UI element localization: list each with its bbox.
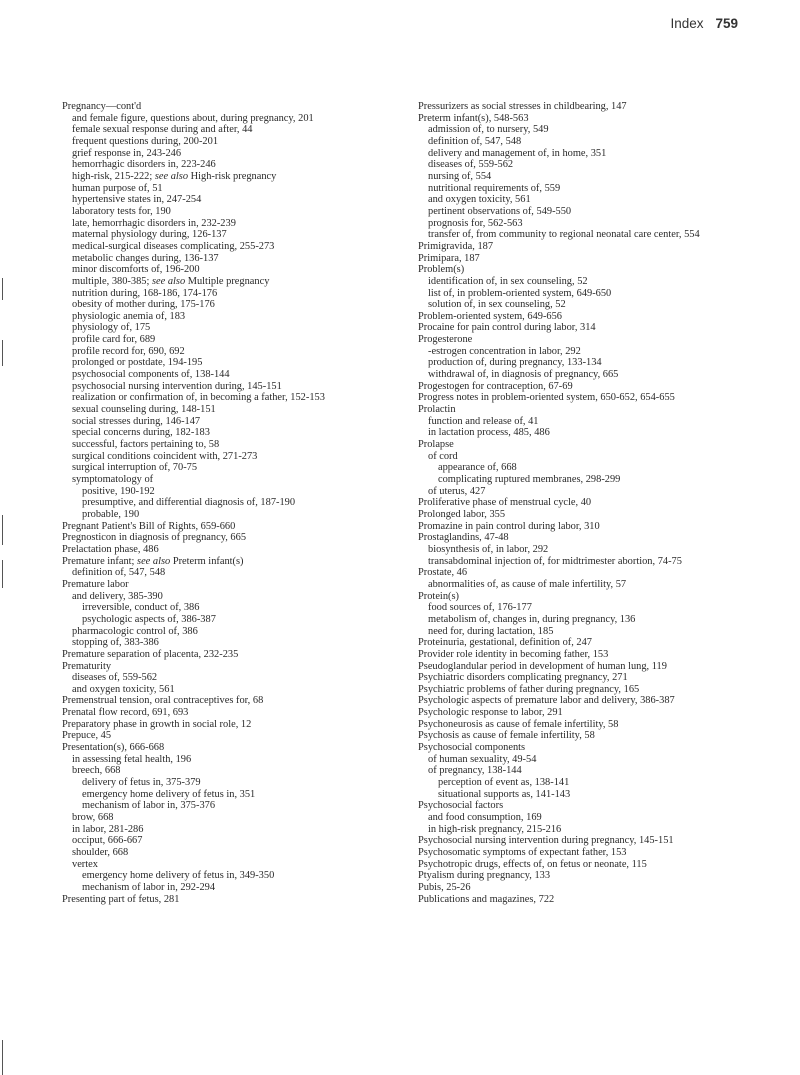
index-entry [62,800,402,812]
index-entry [418,113,788,125]
index-entry-text: Preterm infant(s), 548-563 [418,112,529,124]
index-entry [62,672,402,684]
index-entry-text: and oxygen toxicity, 561 [428,194,531,206]
index-entry [418,206,788,218]
index-entry [418,567,788,579]
page-header [670,16,738,31]
index-entry-text: Pseudoglandular period in development of human lung, 119 [418,660,667,672]
see-also-ref: see also [151,275,186,287]
index-entry-text: Pregnant Patient's Bill of Rights, 659-660 [62,520,236,532]
index-entry [62,276,402,288]
index-entry-text: pharmacologic control of, 386 [72,625,198,637]
index-entry-text: Primipara, 187 [418,252,480,264]
index-entry-text: diseases of, 559-562 [72,672,158,684]
index-entry [62,486,402,498]
index-entry [418,136,788,148]
index-entry [62,556,402,568]
index-entry [418,334,788,346]
index-entry [418,812,788,824]
index-entry [418,194,788,206]
index-entry-text: Psychiatric disorders complicating pregnancy, 271 [418,672,628,684]
index-entry-text: Procaine for pain control during labor, 314 [418,322,596,334]
index-entry-text: delivery of fetus in, 375-379 [82,777,201,789]
index-entry-text: metabolism of, changes in, during pregnancy, 136 [428,613,636,625]
index-entry [418,730,788,742]
index-entry [62,765,402,777]
index-entry [62,695,402,707]
index-entry-text: Progesterone [418,334,473,346]
index-entry [62,544,402,556]
index-entry [62,614,402,626]
index-entry [418,602,788,614]
index-entry-text: Psychosis as cause of female infertility, 58 [418,730,595,742]
index-entry-text: diseases of, 559-562 [428,159,514,171]
index-entry-text: Psychotropic drugs, effects of, on fetus or neonate, 115 [418,858,647,870]
index-entry [418,276,788,288]
index-entry [62,602,402,614]
index-entry [62,567,402,579]
index-entry [62,322,402,334]
index-entry [418,532,788,544]
index-entry-text: of uterus, 427 [428,485,486,497]
index-entry [62,462,402,474]
index-entry-text: Proteinuria, gestational, definition of, 247 [418,637,593,649]
index-entry-text: metabolic changes during, 136-137 [72,252,219,264]
index-entry-text: list of, in problem-oriented system, 649-650 [428,287,612,299]
index-entry-text: irreversible, conduct of, 386 [82,602,200,614]
index-entry-text: Prelactation phase, 486 [62,543,159,555]
index-entry-text: female sexual response during and after, 44 [72,124,253,136]
index-entry-text: high-risk, 215-222; [72,170,155,182]
index-column-right [418,101,788,905]
index-entry [62,241,402,253]
index-entry [62,532,402,544]
index-entry [62,521,402,533]
index-entry-text: emergency home delivery of fetus in, 351 [82,788,256,800]
index-entry [62,101,402,113]
index-entry-text: Pressurizers as social stresses in childbearing, 147 [418,101,627,112]
index-entry [62,124,402,136]
index-entry-text: Premature separation of placenta, 232-235 [62,648,239,660]
index-entry [418,742,788,754]
page-binding-edge [0,0,4,1075]
index-entry-text: probable, 190 [82,508,140,520]
index-entry-text: Preparatory phase in growth in social role, 12 [62,718,252,730]
index-entry [62,427,402,439]
index-entry [62,113,402,125]
index-entry-text: brow, 668 [72,812,114,824]
index-entry-text: and food consumption, 169 [428,812,542,824]
index-entry [62,661,402,673]
index-entry-text: surgical interruption of, 70-75 [72,462,198,474]
index-entry [418,474,788,486]
index-entry [418,124,788,136]
index-entry-text: medical-surgical diseases complicating, 255-273 [72,240,275,252]
index-entry [418,591,788,603]
index-entry-text: and female figure, questions about, during pregnancy, 201 [72,112,314,124]
index-entry [418,509,788,521]
index-entry-text: Problem-oriented system, 649-656 [418,310,563,322]
index-entry [418,439,788,451]
see-also-target: Preterm infant(s) [170,555,244,567]
index-entry-text: stopping of, 383-386 [72,637,159,649]
index-entry [418,159,788,171]
index-entry [62,416,402,428]
index-entry [418,661,788,673]
index-entry [418,416,788,428]
running-head-title: Index [670,16,704,31]
index-entry [418,229,788,241]
index-entry [62,730,402,742]
index-entry-text: physiologic anemia of, 183 [72,310,186,322]
index-entry [418,521,788,533]
index-entry-text: Publications and magazines, 722 [418,893,555,905]
index-entry [62,509,402,521]
index-entry [62,451,402,463]
index-entry-text: special concerns during, 182-183 [72,427,210,439]
index-entry [418,824,788,836]
index-entry-text: Psychiatric problems of father during pregnancy, 165 [418,683,640,695]
index-entry [62,253,402,265]
index-entry [418,556,788,568]
index-entry-text: Psychosocial components [418,742,526,754]
index-entry-text: Psychosocial factors [418,800,504,812]
index-entry-text: shoulder, 668 [72,847,129,858]
index-entry-text: prognosis for, 562-563 [428,217,523,229]
index-entry-text: hemorrhagic disorders in, 223-246 [72,159,216,171]
index-entry [62,171,402,183]
index-entry [418,614,788,626]
index-entry-text: prolonged or postdate, 194-195 [72,357,203,369]
index-entry [62,812,402,824]
index-entry [418,253,788,265]
index-entry-text: Pregnancy—cont'd [62,101,142,112]
index-entry [418,369,788,381]
index-entry-text: delivery and management of, in home, 351 [428,147,607,159]
index-entry-text: nutrition during, 168-186, 174-176 [72,287,218,299]
index-entry [62,311,402,323]
index-entry-text: Psychosomatic symptoms of expectant father, 153 [418,847,627,858]
index-entry [418,404,788,416]
index-entry-text: Presenting part of fetus, 281 [62,893,180,905]
index-entry [62,264,402,276]
index-entry-text: realization or confirmation of, in becoming a father, 152-153 [72,392,325,404]
index-entry [418,322,788,334]
index-entry-text: production of, during pregnancy, 133-134 [428,357,602,369]
index-entry [62,859,402,871]
index-entry [62,637,402,649]
index-entry [62,591,402,603]
index-entry [418,684,788,696]
index-entry-text: multiple, 380-385; [72,275,152,287]
index-entry-text: Progestogen for contraception, 67-69 [418,380,573,392]
index-entry-text: Primigravida, 187 [418,240,494,252]
index-entry-text: Problem(s) [418,264,465,276]
index-entry [418,695,788,707]
index-entry [62,894,402,906]
index-entry-text: profile card for, 689 [72,334,156,346]
index-entry [418,381,788,393]
index-entry [418,649,788,661]
index-entry-text: maternal physiology during, 126-137 [72,229,227,241]
index-entry [418,765,788,777]
index-entry [418,497,788,509]
index-entry-text: surgical conditions coincident with, 271-273 [72,450,258,462]
index-entry [62,439,402,451]
index-entry [418,847,788,859]
index-entry-text: and oxygen toxicity, 561 [72,683,175,695]
index-entry [418,707,788,719]
index-entry [418,462,788,474]
index-entry [418,451,788,463]
index-entry-text: successful, factors pertaining to, 58 [72,439,220,451]
index-entry-text: physiology of, 175 [72,322,151,334]
index-entry-text: Prepuce, 45 [62,730,112,742]
index-entry-text: psychosocial nursing intervention during, 145-151 [72,380,282,392]
index-entry-text: Prostate, 46 [418,567,468,579]
index-entry [418,882,788,894]
index-entry [418,427,788,439]
index-entry-text: Psychologic response to labor, 291 [418,707,563,719]
index-entry-text: Pubis, 25-26 [418,881,471,893]
index-entry-text: emergency home delivery of fetus in, 349-350 [82,870,275,882]
index-entry-text: of pregnancy, 138-144 [428,765,522,777]
index-entry-text: need for, during lactation, 185 [428,625,554,637]
index-entry [62,346,402,358]
index-entry [62,579,402,591]
index-entry [418,311,788,323]
index-entry [418,218,788,230]
index-entry [418,777,788,789]
index-entry-text: Pregnosticon in diagnosis of pregnancy, 665 [62,532,247,544]
index-entry [62,369,402,381]
index-entry-text: of human sexuality, 49-54 [428,753,537,765]
index-entry-text: Prematurity [62,660,112,672]
see-also-target: Multiple pregnancy [185,275,270,287]
index-entry-text: in labor, 281-286 [72,823,144,835]
index-entry-text: Ptyalism during pregnancy, 133 [418,870,551,882]
index-entry [418,183,788,195]
index-entry-text: presumptive, and differential diagnosis of, 187-190 [82,497,296,509]
index-entry [62,754,402,766]
index-entry-text: function and release of, 41 [428,415,539,427]
index-entry [62,870,402,882]
index-entry-text: mechanism of labor in, 292-294 [82,881,216,893]
index-entry-text: Premenstrual tension, oral contraceptives for, 68 [62,695,264,707]
index-entry-text: Prolapse [418,439,454,451]
index-entry [418,754,788,766]
index-entry [418,637,788,649]
index-entry [62,835,402,847]
index-entry-text: Premature infant; [62,555,138,567]
index-entry [62,159,402,171]
index-entry-text: laboratory tests for, 190 [72,205,171,217]
index-entry-text: pertinent observations of, 549-550 [428,205,572,217]
index-entry-text: Prostaglandins, 47-48 [418,532,509,544]
index-entry-text: nutritional requirements of, 559 [428,182,561,194]
index-entry-text: Promazine in pain control during labor, 310 [418,520,600,532]
index-entry-text: situational supports as, 141-143 [438,788,571,800]
index-entry [62,847,402,859]
index-entry [418,672,788,684]
index-entry-text: transfer of, from community to regional neonatal care center, 554 [428,229,700,241]
index-entry-text: Psychologic aspects of premature labor and delivery, 386-387 [418,695,675,707]
index-entry [62,357,402,369]
index-entry-text: Prolactin [418,404,456,416]
index-entry [418,171,788,183]
index-entry [418,835,788,847]
index-entry [62,742,402,754]
index-entry [62,136,402,148]
index-entry-text: profile record for, 690, 692 [72,345,185,357]
index-entry [62,183,402,195]
index-entry-text: Premature labor [62,578,129,590]
index-entry [62,299,402,311]
index-entry [418,579,788,591]
index-entry [418,544,788,556]
index-entry-text: sexual counseling during, 148-151 [72,404,216,416]
index-entry-text: late, hemorrhagic disorders in, 232-239 [72,217,236,229]
index-entry [62,649,402,661]
index-entry-text: symptomatology of [72,474,154,485]
index-entry [418,894,788,906]
index-entry-text: withdrawal of, in diagnosis of pregnancy, 665 [428,369,619,381]
index-entry [418,148,788,160]
index-entry [62,229,402,241]
index-entry-text: complicating ruptured membranes, 298-299 [438,474,621,485]
index-entry [418,101,788,113]
index-entry [418,299,788,311]
index-entry [62,474,402,486]
index-entry-text: psychosocial components of, 138-144 [72,369,230,381]
index-entry [418,719,788,731]
index-entry [62,777,402,789]
index-entry [62,684,402,696]
index-entry [62,206,402,218]
index-entry-text: Progress notes in problem-oriented system, 650-652, 654-655 [418,392,675,404]
index-entry [418,392,788,404]
index-entry [62,218,402,230]
index-entry-text: abnormalities of, as cause of male infertility, 57 [428,578,627,590]
index-entry-text: Prenatal flow record, 691, 693 [62,707,189,719]
index-entry [418,870,788,882]
index-entry-text: hypertensive states in, 247-254 [72,194,202,206]
index-entry-text: in high-risk pregnancy, 215-216 [428,823,562,835]
index-entry-text: frequent questions during, 200-201 [72,135,219,147]
index-entry [62,719,402,731]
index-entry-text: Psychosocial nursing intervention during pregnancy, 145-151 [418,835,674,847]
index-entry [62,404,402,416]
index-entry-text: human purpose of, 51 [72,182,163,194]
index-entry-text: Presentation(s), 666-668 [62,742,165,754]
see-also-ref: see also [137,555,171,567]
index-entry-text: Proliferative phase of menstrual cycle, 40 [418,497,592,509]
index-entry [418,241,788,253]
index-entry [62,288,402,300]
index-entry-text: admission of, to nursery, 549 [428,124,549,136]
index-entry-text: identification of, in sex counseling, 52 [428,275,588,287]
index-entry-text: psychologic aspects of, 386-387 [82,613,216,625]
index-entry [418,357,788,369]
index-entry [418,626,788,638]
index-entry-text: definition of, 547, 548 [72,567,166,579]
index-entry [418,789,788,801]
index-entry-text: in assessing fetal health, 196 [72,753,192,765]
index-entry-text: mechanism of labor in, 375-376 [82,800,216,812]
index-entry [62,626,402,638]
index-column-left [62,101,402,905]
index-entry [418,800,788,812]
see-also-target: High-risk pregnancy [188,170,277,182]
index-entry-text: in lactation process, 485, 486 [428,427,550,439]
index-entry-text: Provider role identity in becoming father, 153 [418,648,609,660]
index-entry-text: -estrogen concentration in labor, 292 [428,345,581,357]
index-entry [62,882,402,894]
index-entry-text: Protein(s) [418,590,459,602]
index-entry-text: Psychoneurosis as cause of female infertility, 58 [418,718,619,730]
index-entry [62,707,402,719]
index-entry-text: transabdominal injection of, for midtrimester abortion, 74-75 [428,555,682,567]
index-entry [418,486,788,498]
index-entry [418,264,788,276]
index-entry-text: social stresses during, 146-147 [72,415,201,427]
index-entry [62,392,402,404]
index-entry-text: obesity of mother during, 175-176 [72,299,215,311]
index-entry-text: breech, 668 [72,765,121,777]
index-entry-text: occiput, 666-667 [72,835,143,847]
index-entry-text: and delivery, 385-390 [72,590,163,602]
index-entry-text: vertex [72,858,98,870]
index-entry-text: solution of, in sex counseling, 52 [428,299,566,311]
page-number: 759 [715,16,738,31]
index-entry [62,194,402,206]
index-entry-text: definition of, 547, 548 [428,135,522,147]
index-entry-text: grief response in, 243-246 [72,147,182,159]
index-entry [62,148,402,160]
index-entry [418,346,788,358]
index-entry-text: appearance of, 668 [438,462,517,474]
index-entry-text: nursing of, 554 [428,170,492,182]
index-entry-text: positive, 190-192 [82,485,155,497]
index-entry [62,824,402,836]
index-entry [62,789,402,801]
index-entry-text: food sources of, 176-177 [428,602,532,614]
index-entry [62,381,402,393]
index-entry [418,288,788,300]
index-entry-text: biosynthesis of, in labor, 292 [428,543,549,555]
index-entry-text: of cord [428,450,458,462]
index-entry-text: perception of event as, 138-141 [438,777,570,789]
index-entry [62,497,402,509]
index-entry [62,334,402,346]
index-entry-text: Prolonged labor, 355 [418,508,506,520]
index-entry [418,859,788,871]
see-also-ref: see also [154,170,189,182]
index-entry-text: minor discomforts of, 196-200 [72,264,200,276]
